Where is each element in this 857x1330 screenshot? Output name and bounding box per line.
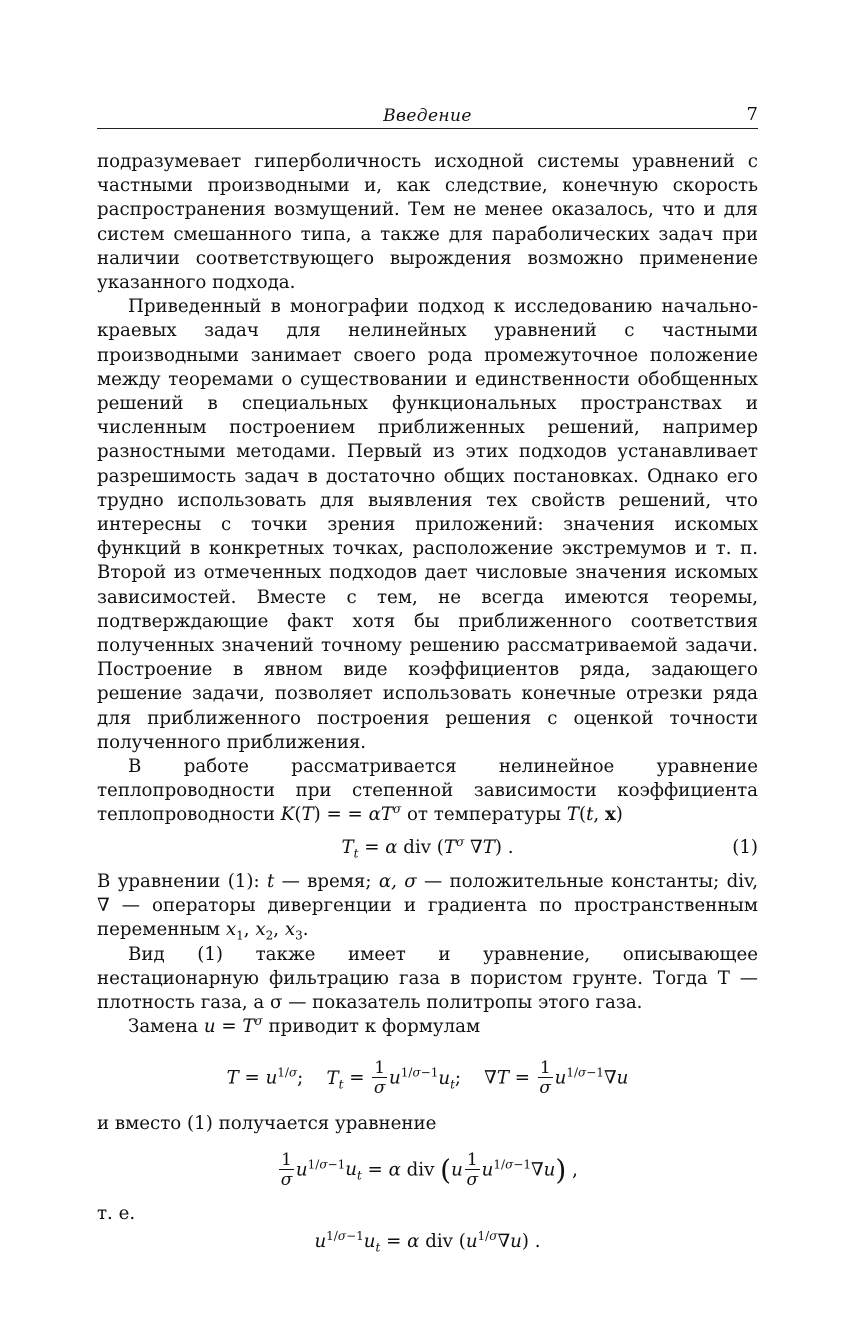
body-text xyxy=(97,150,758,1254)
paragraph-3: В работе рассматривается нелинейное уравнение теплопроводности при степенной зависимости коэффициента теплопроводности K(T) = = $\alpha T^\sigma$ от температуры T(t, x) xyxy=(97,756,758,826)
book-page xyxy=(97,0,758,1330)
equation-number: (1) xyxy=(732,836,758,858)
paragraph-7: и вместо (1) получается уравнение xyxy=(97,1113,437,1135)
equation-final: $u^{1/\sigma-1}u_t = \alpha$ div $(u^{1/\sigma}\nabla u)$ . xyxy=(314,1228,541,1255)
paragraph-8: т. е. xyxy=(97,1202,136,1224)
paragraph-4: В уравнении (1): t — время; α, σ — положительные константы; div, ∇ — операторы дивергенции и градиента по пространственным переменным $x_1$, $x_2$, $x_3$. xyxy=(97,870,758,943)
equation-transformed: $\frac{1}{\sigma}$ $u^{1/\sigma-1}u_t = \alpha$ div (u $\frac{1}{\sigma}$ $u^{1/\sigma-1}\nabla u$) , xyxy=(280,1149,578,1190)
equation-substitution: $T = u^{1/\sigma}$; $T_t$ = $\frac{1}{\sigma}$ $u^{1/\sigma-1}u_t$; ∇T = $\frac{1}{\sigma}$ $u^{1/\sigma-1}\nabla u$ xyxy=(226,1058,629,1099)
paragraph-1: подразумевает гиперболичность исходной системы уравнений с частными производными и, как следствие, конечную скорость распространения возмущений. Тем не менее оказалось, что и для систем смешанного типа, а также для параболических задач при наличии соответствующего вырождения возможно применение указанного подхода. xyxy=(97,151,758,294)
page-header xyxy=(97,104,758,129)
paragraph-6: Замена $u = T^\sigma$ приводит к формулам xyxy=(128,1014,481,1038)
running-title: Введение xyxy=(383,106,472,126)
paragraph-5: Вид (1) также имеет и уравнение, описывающее нестационарную фильтрацию газа в пористом грунте. Тогда T — плотность газа, а σ — показатель политропы этого газа. xyxy=(97,943,758,1013)
equation-1: $T_t = \alpha$ div ($T^\sigma$ ∇T) . (1) xyxy=(341,834,758,861)
paragraph-2: Приведенный в монографии подход к исследованию начально-краевых задач для нелинейных уравнений с частными производными занимает своего рода промежуточное положение между теоремами о существовании и единственности обобщенных решений в специальных функциональных пространствах и численным построением приближенных решений, например разностными методами. Первый из этих подходов устанавливает разрешимость задач в достаточно общих постановках. Однако его трудно использовать для выявления тех свойств решений, что интересны с точки зрения приложений: значения искомых функций в конкретных точках, расположение экстремумов и т. п. Второй из отмеченных подходов дает числовые значения искомых зависимостей. Вместе с тем, не всегда имеются теоремы, подтверждающие факт хотя бы приближенного соответствия полученных значений точному решению рассматриваемой задачи. Построение в явном виде коэффициентов ряда, задающего решение задачи, позволяет использовать конечные отрезки ряда для приближенного построения решения с оценкой точности полученного приближения. xyxy=(97,296,758,753)
page-number: 7 xyxy=(746,104,758,125)
